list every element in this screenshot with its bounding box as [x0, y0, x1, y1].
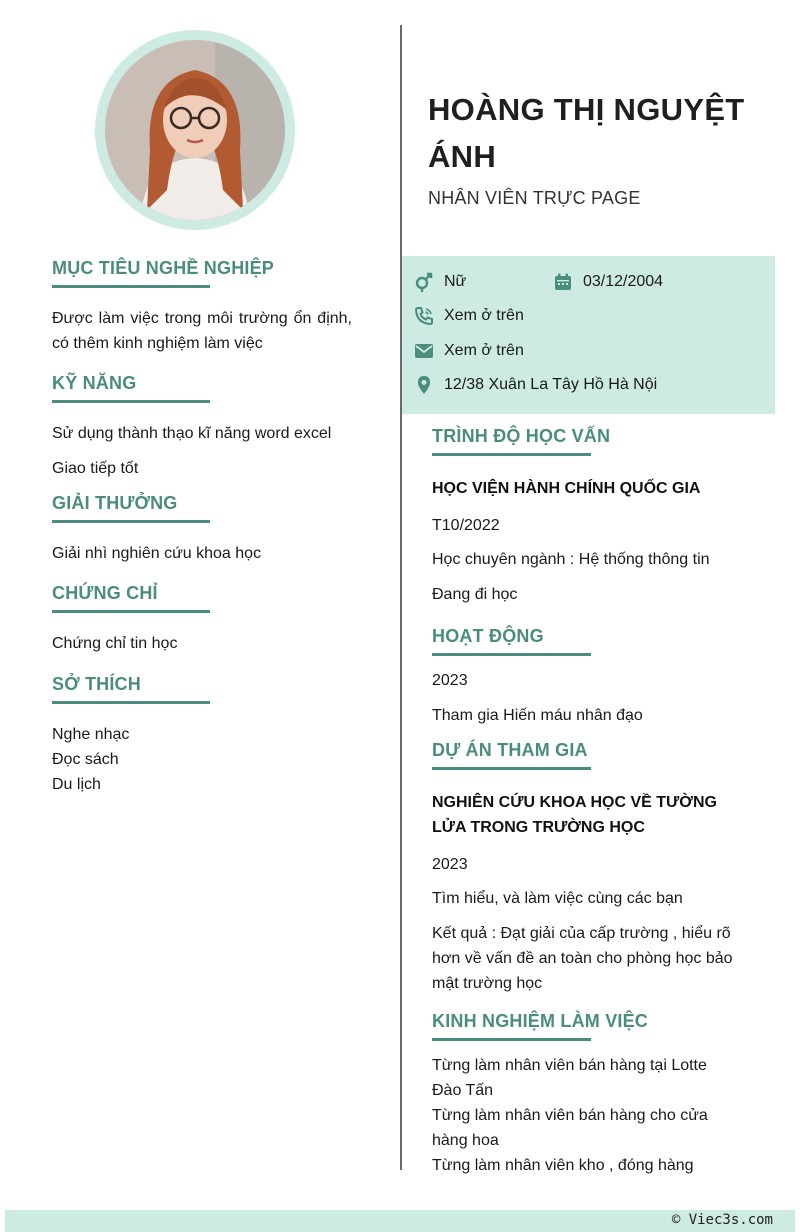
education-underline — [432, 453, 591, 456]
gender-row — [414, 272, 466, 292]
skills-underline — [52, 400, 210, 403]
birthday-value: 03/12/2004 — [583, 273, 664, 290]
projects-title: DỰ ÁN THAM GIA — [432, 740, 588, 760]
award-item: Giải nhì nghiên cứu khoa học — [52, 545, 262, 562]
envelope-icon — [414, 341, 434, 361]
certificates-title: CHỨNG CHỈ — [52, 583, 158, 603]
education-time: T10/2022 — [432, 517, 500, 534]
project-description: Tìm hiểu, và làm việc cùng các bạn — [432, 890, 683, 907]
experience-underline — [432, 1038, 591, 1041]
skills-section — [52, 373, 352, 481]
education-section — [432, 426, 762, 607]
hobby-item: Đọc sách — [52, 751, 119, 768]
objective-underline — [52, 285, 210, 288]
email-value: Xem ở trên — [444, 342, 524, 359]
skill-item: Sử dụng thành thạo kĩ năng word excel — [52, 425, 332, 442]
skill-item: Giao tiếp tốt — [52, 460, 139, 477]
email-row — [414, 341, 524, 361]
experience-section — [432, 1011, 762, 1178]
hobbies-underline — [52, 701, 210, 704]
education-title: TRÌNH ĐỘ HỌC VẤN — [432, 426, 611, 446]
activity-text: Tham gia Hiến máu nhân đạo — [432, 707, 643, 724]
column-divider — [400, 25, 402, 1170]
hobby-item: Nghe nhạc — [52, 726, 130, 743]
experience-title: KINH NGHIỆM LÀM VIỆC — [432, 1011, 649, 1031]
hobbies-section — [52, 674, 352, 797]
awards-underline — [52, 520, 210, 523]
location-pin-icon — [414, 375, 434, 395]
phone-value: Xem ở trên — [444, 307, 524, 324]
footer-credit[interactable]: © Viec3s.com — [671, 1212, 773, 1228]
address-row — [414, 375, 657, 395]
certificates-underline — [52, 610, 210, 613]
candidate-position: NHÂN VIÊN TRỰC PAGE — [428, 188, 641, 208]
phone-icon — [414, 306, 434, 326]
activities-section — [432, 626, 762, 728]
footer-bar — [5, 1210, 795, 1232]
gender-value: Nữ — [444, 273, 467, 290]
experience-item: Từng làm nhân viên bán hàng tại Lotte Đào Tấn — [432, 1057, 707, 1099]
awards-title: GIẢI THƯỞNG — [52, 493, 178, 513]
objective-title: MỤC TIÊU NGHỀ NGHIỆP — [52, 258, 275, 278]
phone-row — [414, 306, 524, 326]
education-status: Đang đi học — [432, 586, 518, 603]
contact-panel — [402, 256, 775, 414]
candidate-name: HOÀNG THỊ NGUYỆT ÁNH — [428, 92, 745, 174]
calendar-icon — [553, 272, 573, 292]
hobby-item: Du lịch — [52, 776, 101, 793]
objective-text: Được làm việc trong môi trường ổn định, có thêm kinh nghiệm làm việc — [52, 310, 352, 352]
gender-icon — [414, 272, 434, 292]
activities-underline — [432, 653, 591, 656]
objective-section — [52, 258, 352, 356]
project-result: Kết quả : Đạt giải của cấp trường , hiểu rõ hơn về vấn đề an toàn cho phòng học bảo mật trường học — [432, 925, 733, 992]
education-school: HỌC VIỆN HÀNH CHÍNH QUỐC GIA — [432, 480, 701, 497]
skills-title: KỸ NĂNG — [52, 373, 137, 393]
birthday-row — [553, 272, 663, 292]
avatar — [105, 40, 285, 220]
project-name: NGHIÊN CỨU KHOA HỌC VỀ TƯỜNG LỬA TRONG TRƯỜNG HỌC — [432, 794, 717, 836]
awards-section — [52, 493, 352, 566]
projects-underline — [432, 767, 591, 770]
project-year: 2023 — [432, 856, 468, 873]
certificates-section — [52, 583, 352, 656]
projects-section — [432, 740, 762, 996]
hobbies-title: SỞ THÍCH — [52, 674, 141, 694]
address-value: 12/38 Xuân La Tây Hồ Hà Nội — [444, 376, 658, 393]
experience-item: Từng làm nhân viên bán hàng cho cửa hàng hoa — [432, 1107, 708, 1149]
certificate-item: Chứng chỉ tin học — [52, 635, 178, 652]
experience-item: Từng làm nhân viên kho , đóng hàng — [432, 1157, 694, 1174]
activity-year: 2023 — [432, 672, 468, 689]
activities-title: HOẠT ĐỘNG — [432, 626, 544, 646]
education-major: Học chuyên ngành : Hệ thống thông tin — [432, 551, 710, 568]
